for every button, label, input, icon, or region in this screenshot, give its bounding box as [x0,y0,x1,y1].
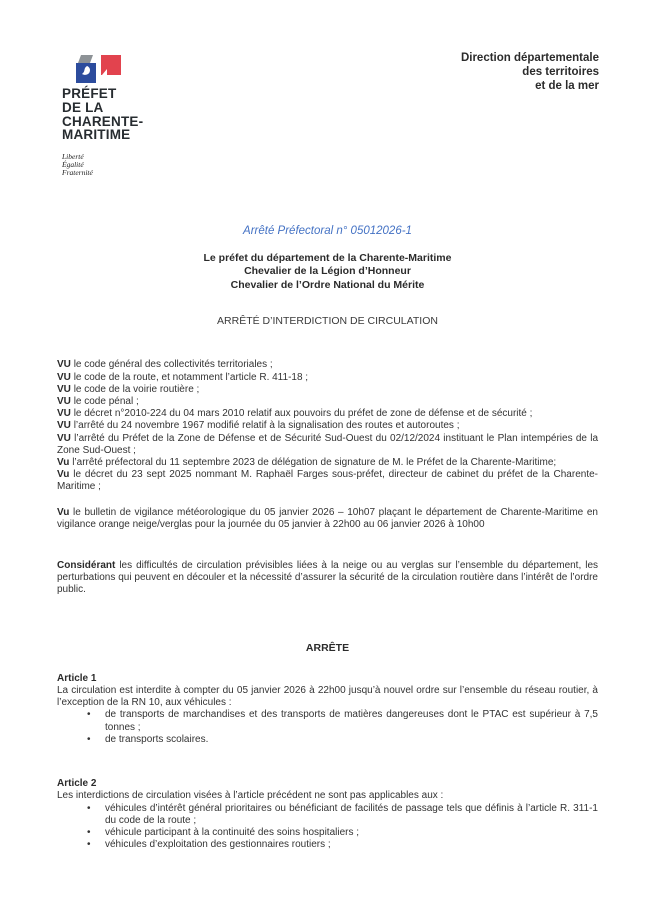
visa-line [57,457,598,469]
visa-prefix: VU [57,420,71,432]
article-1-intro: La circulation est interdite à compter du 05 janvier 2026 à 22h00 jusqu’à nouvel ordre sur l’ensemble du réseau routier, à l’exception de la RN 10, aux véhicules : [57,685,598,709]
prefecture-name-line: MARITIME [62,127,131,143]
visa-line [57,469,598,493]
visa-line [57,420,598,432]
article-bullet: • véhicules d’intérêt général prioritaires ou bénéficiant de facilités de passage tels que définis à l’article R. 311-1 du code de la route ; [57,803,598,827]
visa-text: le code général des collectivités territoriales ; [73,359,273,371]
visa-list [57,359,598,493]
visa-line [57,433,598,457]
visa-text: l’arrêté du 24 novembre 1967 modifié relatif à la signalisation des routes et autoroutes ; [73,420,460,432]
direction-line: des territoires [522,66,599,78]
visa-text: le code de la route, et notamment l’article R. 411-18 ; [73,371,309,383]
article-2-bullets [57,803,598,852]
visa-text: le code de la voirie routière ; [73,383,200,395]
visa-prefix: VU [57,371,71,383]
article-bullet: • de transports scolaires. [57,734,598,746]
prefecture-name-line: CHARENTE- [62,113,144,129]
document-body [57,0,598,851]
article-2-intro: Les interdictions de circulation visées à l’article précédent ne sont pas applicables aux : [57,790,444,802]
visa-line [57,408,598,420]
considerant-prefix: Considérant [57,560,116,572]
visa-line [57,359,598,371]
visa-text: le décret du 23 sept 2025 nommant M. Raphaël Farges sous-préfet, directeur de cabinet du préfet de la Charente-Maritime ; [57,469,598,493]
article-bullet: • de transports de marchandises et des transports de matières dangereuses dont le PTAC est supérieur à 7,5 tonnes ; [57,709,598,733]
visa-prefix: Vu [57,506,70,518]
visa-prefix: VU [57,359,71,371]
authority-line: Chevalier de la Légion d’Honneur [244,265,411,278]
decree-number-title: Arrêté Préfectoral n° 05012026-1 [243,225,412,237]
visa-text: le code pénal ; [73,396,139,408]
article-1 [57,673,598,746]
article-1-bullets [57,709,598,746]
visa-text: l’arrêté du Préfet de la Zone de Défense et de Sécurité Sud-Ouest du 02/12/2024 instituant le Plan intempéries de la Zone Sud-Ouest ; [57,432,599,456]
motto-line: Fraternité [62,167,93,177]
visa-prefix: VU [57,408,71,420]
visa-prefix: VU [57,383,71,395]
visa-line [57,384,598,396]
authority-line: Le préfet du département de la Charente-Maritime [203,252,452,264]
article-bullet: • véhicules d’exploitation des gestionnaires routiers ; [57,839,598,851]
article-2-heading: Article 2 [57,778,97,790]
prefecture-name-line: PRÉFET [62,86,117,101]
considerant-paragraph [57,560,598,597]
article-2 [57,778,598,851]
visa-text: l’arrêté préfectoral du 11 septembre 2023 de délégation de signature de M. le Préfet de la Charente-Maritime; [72,457,557,469]
direction-line: et de la mer [535,80,599,92]
considerant-text: les difficultés de circulation prévisibles liées à la neige ou au verglas sur l’ensemble du département, les perturbations qui peuvent en découler et la nécessité d’assurer la sécurité de la circulation routière dans l’intérêt de l’ordre public. [57,560,599,596]
decree-subject: ARRÊTÉ D’INTERDICTION DE CIRCULATION [217,315,438,328]
motto-line: Égalité [62,159,84,169]
article-1-heading: Article 1 [57,672,97,684]
visa-line [57,372,598,384]
visa-line [57,396,598,408]
direction-line: Direction départementale [460,52,599,64]
visa-prefix: VU [57,396,71,408]
visa-prefix: VU [57,432,71,444]
visa-prefix: Vu [57,457,70,469]
visa-prefix: Vu [57,469,70,481]
visa-text: le décret n°2010-224 du 04 mars 2010 relatif aux pouvoirs du préfet de zone de défense et de sécurité ; [73,408,533,420]
arrete-heading: ARRÊTE [305,641,350,654]
weather-bulletin-visa [57,507,598,531]
article-bullet: • véhicule participant à la continuité des soins hospitaliers ; [57,827,598,839]
motto-line: Liberté [62,152,84,162]
issuing-authority [57,252,598,292]
prefecture-name-line: DE LA [62,99,104,115]
visa-text: le bulletin de vigilance météorologique du 05 janvier 2026 – 10h07 plaçant le département de Charente-Maritime en vigilance orange neige/verglas pour la journée du 05 janvier à 22h00 au 06 janvier 2026 à 10h00 [57,506,598,530]
authority-line: Chevalier de l’Ordre National du Mérite [230,278,425,291]
